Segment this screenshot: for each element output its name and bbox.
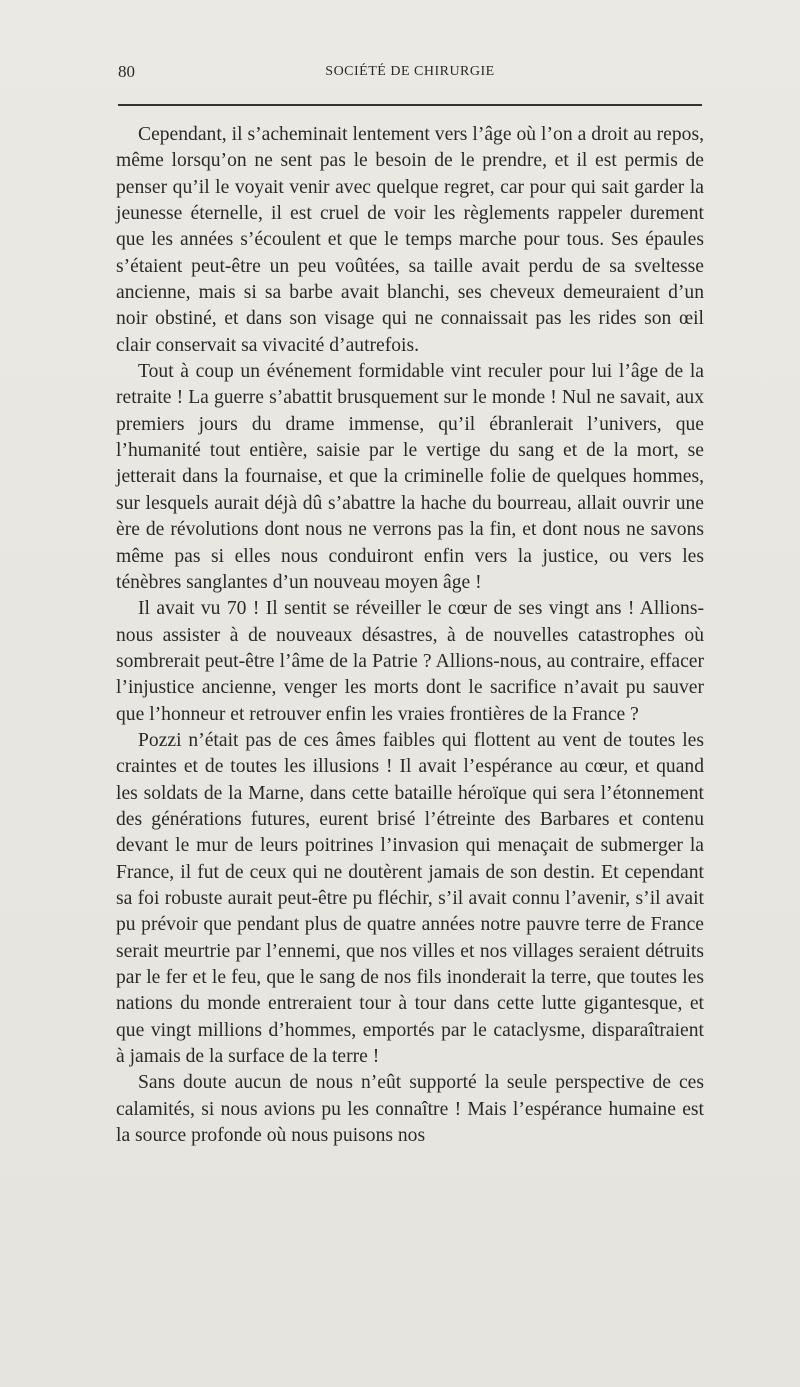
body-text (116, 122, 704, 1149)
paragraph: Il avait vu 70 ! Il sentit se réveiller le cœur de ses vingt ans ! Allions-nous assister à de nouveaux désastres, à de nouvelles catastrophes où sombrerait peut-être l’âme de la Patrie ? Allions-nous, au contraire, effacer l’injustice ancienne, venger les morts dont le sacrifice n’avait pu sauver que l’honneur et retrouver enfin les vraies frontières de la France ? (116, 598, 704, 725)
page-header (118, 62, 702, 92)
paragraph: Sans doute aucun de nous n’eût supporté la seule perspective de ces calamités, si nous avions pu les connaître ! Mais l’espérance humaine est la source profonde où nous puisons nos (116, 1072, 704, 1147)
paragraph: Tout à coup un événement formidable vint reculer pour lui l’âge de la retraite ! La guerre s’abattit brusquement sur le monde ! Nul ne savait, aux premiers jours du drame immense, qu’il ébranlerait l’univers, que l’humanité tout entière, saisie par le vertige du sang et de la mort, se jetterait dans la fournaise, et que la criminelle folie de quelques hommes, sur lesquels aurait déjà dû s’abattre la hache du bourreau, allait ouvrir une ère de révolutions dont nous ne verrons pas la fin, et dont nous ne savons même pas si elles nous conduiront enfin vers la justice, ou vers les ténèbres sanglantes d’un nouveau moyen âge ! (116, 361, 704, 593)
paragraph: Cependant, il s’acheminait lentement vers l’âge où l’on a droit au repos, même lorsqu’on ne sent pas le besoin de le prendre, et il est permis de penser qu’il le voyait venir avec quelque regret, car pour qui sait garder la jeunesse éternelle, il est cruel de voir les règlements rappeler durement que les années s’écoulent et que le temps marche pour tous. Ses épaules s’étaient peut-être un peu voûtées, sa taille avait perdu de sa sveltesse ancienne, mais si sa barbe avait blanchi, ses cheveux demeuraient d’un noir obstiné, et dans son visage qui ne connaissait pas les rides son œil clair conservait sa vivacité d’autrefois. (116, 124, 704, 356)
header-rule (118, 104, 702, 106)
page-number: 80 (118, 62, 135, 81)
paragraph: Pozzi n’était pas de ces âmes faibles qui flottent au vent de toutes les craintes et de toutes les illusions ! Il avait l’espérance au cœur, et quand les soldats de la Marne, dans cette bataille héroïque qui sera l’étonnement des générations futures, eurent brisé l’étreinte des Barbares et contenu devant le mur de leurs poitrines l’invasion qui menaçait de submerger la France, il fut de ceux qui ne doutèrent jamais de son destin. Et cependant sa foi robuste aurait peut-être pu fléchir, s’il avait connu l’avenir, s’il avait pu prévoir que pendant plus de quatre années notre pauvre terre de France serait meurtrie par l’ennemi, que nos villes et nos villages seraient détruits par le fer et le feu, que le sang de nos fils inonderait la terre, que toutes les nations du monde entreraient tour à tour dans cette lutte gigantesque, et que vingt millions d’hommes, emportés par le cataclysme, disparaîtraient à jamais de la surface de la terre ! (116, 729, 704, 1068)
running-title: SOCIÉTÉ DE CHIRURGIE (325, 64, 495, 79)
